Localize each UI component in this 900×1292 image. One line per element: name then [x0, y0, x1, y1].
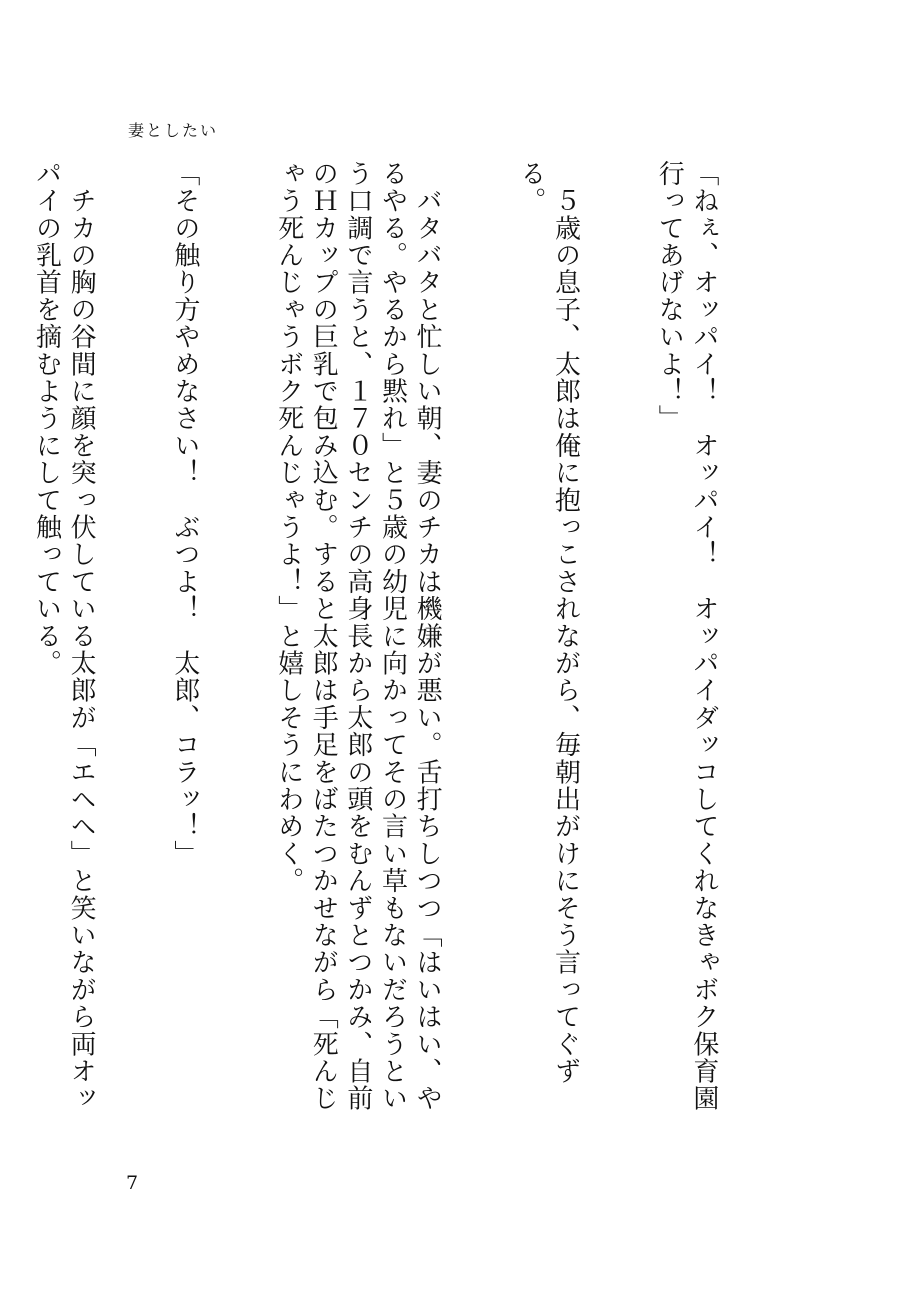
running-title: 妻としたい [128, 121, 219, 140]
paragraph-4: 「その触り方やめなさい！ ぶつよ！ 太郎、コラッ！」 [169, 160, 200, 868]
novel-text [31, 160, 790, 1120]
page-number: 7 [126, 1172, 139, 1194]
paragraph-2: ５歳の息子、太郎は俺に抱っこされながら、毎朝出がけにそう言ってぐずる。 [515, 160, 581, 1085]
paragraph-3: バタバタと忙しい朝、妻のチカは機嫌が悪い。舌打ちしつつ「はいはい、やるやる。やるから黙れ」と５歳の幼児に向かってその言い草もないだろうという口調で言うと、１７０センチの高身長から太郎の頭をむんずとつかみ、自前のＨカップの巨乳で包み込む。すると太郎は手足をばたつかせながら「死んじゃう死んじゃうボク死んじゃうよ！」と嬉しそうにわめく。 [273, 160, 443, 1112]
paragraph-5: チカの胸の谷間に顔を突っ伏している太郎が「エヘヘ」と笑いながら両オッパイの乳首を摘むようにして触っている。 [31, 160, 97, 1112]
paragraph-1: 「ねぇ、オッパイ！ オッパイ！ オッパイダッコしてくれなきゃボク保育園行ってあげないよ！」 [654, 160, 719, 1112]
